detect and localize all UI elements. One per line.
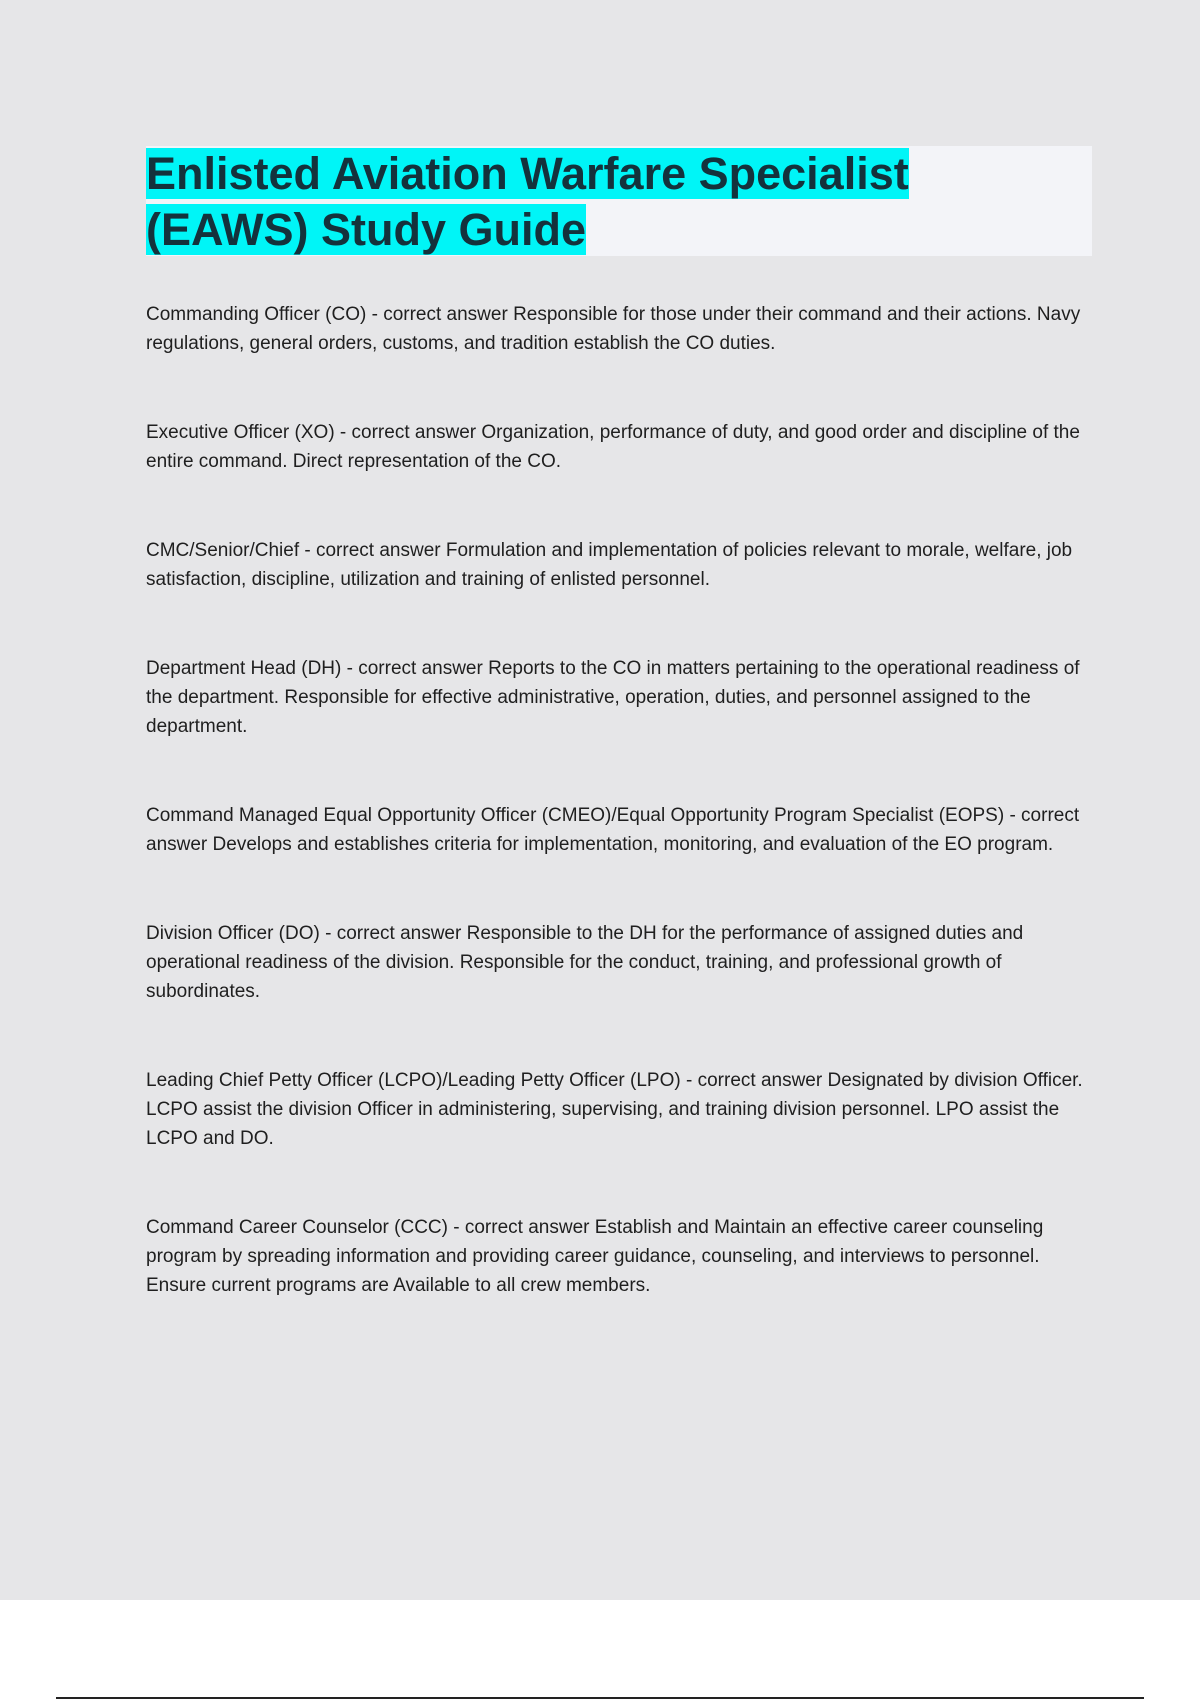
study-entries <box>146 300 1092 1360</box>
entry-career-counselor: Command Career Counselor (CCC) - correct answer Establish and Maintain an effective career counseling program by spreading information and providing career guidance, counseling, and interviews to personnel. Ensure current programs are Available to all crew members. <box>146 1217 1044 1296</box>
entry-cmeo-eops: Command Managed Equal Opportunity Officer (CMEO)/Equal Opportunity Program Specialist (EOPS) - correct answer Develops and establishes criteria for implementation, monitoring, and evaluation of the EO program. <box>146 805 1080 855</box>
entry-department-head: Department Head (DH) - correct answer Reports to the CO in matters pertaining to the operational readiness of the department. Responsible for effective administrative, operation, duties, and personnel assigned to the department. <box>146 658 1080 737</box>
entry-cmc-senior-chief: CMC/Senior/Chief - correct answer Formulation and implementation of policies relevant to morale, welfare, job satisfaction, discipline, utilization and training of enlisted personnel. <box>146 540 1073 590</box>
entry-executive-officer: Executive Officer (XO) - correct answer Organization, performance of duty, and good order and discipline of the entire command. Direct representation of the CO. <box>146 422 1080 472</box>
title-line-2: (EAWS) Study Guide <box>146 204 587 255</box>
entry-division-officer: Division Officer (DO) - correct answer Responsible to the DH for the performance of assigned duties and operational readiness of the division. Responsible for the conduct, training, and professional growth of subordinates. <box>146 923 1024 1002</box>
entry-lcpo-lpo: Leading Chief Petty Officer (LCPO)/Leading Petty Officer (LPO) - correct answer Designated by division Officer. LCPO assist the division Officer in administering, supervising, and training division personnel. LPO assist the LCPO and DO. <box>146 1070 1083 1149</box>
title-line-1: Enlisted Aviation Warfare Specialist <box>146 148 909 199</box>
title-block <box>146 146 1092 256</box>
document-title <box>146 146 1092 258</box>
footer-divider <box>56 1697 1144 1699</box>
entry-commanding-officer: Commanding Officer (CO) - correct answer Responsible for those under their command and their actions. Navy regulations, general orders, customs, and tradition establish the CO duties. <box>146 304 1081 354</box>
